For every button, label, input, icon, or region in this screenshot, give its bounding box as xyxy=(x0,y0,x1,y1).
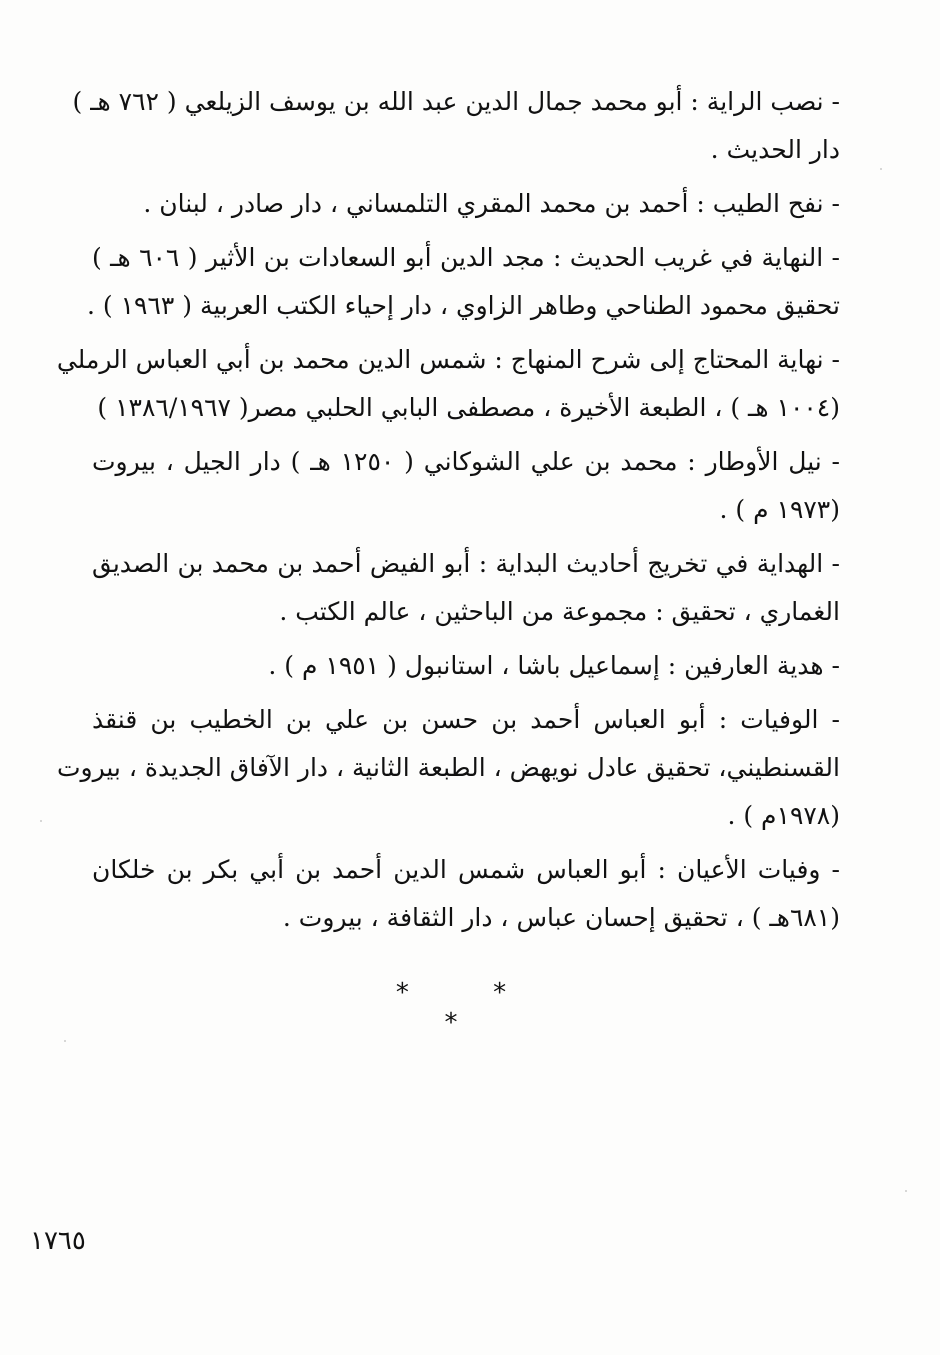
entry-line: - نهاية المحتاج إلى شرح المنهاج : شمس الدين محمد بن أبي العباس الرملي xyxy=(56,345,840,374)
entry-line: القسنطيني، تحقيق عادل نويهض ، الطبعة الثانية ، دار الآفاق الجديدة ، بيروت xyxy=(56,753,840,782)
scan-speck xyxy=(64,1040,66,1042)
scan-speck xyxy=(905,1190,907,1192)
bibliography-entry-hadiyyat-al-arifin xyxy=(92,642,840,690)
bibliography-entry-al-wafayat xyxy=(56,696,840,840)
entry-line: (١٠٠٤ هـ ) ، الطبعة الأخيرة ، مصطفى البابي الحلبي مصر( ١٣٨٦/١٩٦٧ ) xyxy=(97,393,840,422)
bibliography-entry-wafayat-al-ayan xyxy=(92,846,840,942)
entry-line: - وفيات الأعيان : أبو العباس شمس الدين أحمد بن أبي بكر بن خلكان xyxy=(92,855,840,884)
entry-line: - الوفيات : أبو العباس أحمد بن حسن بن علي بن الخطيب بن قنقذ xyxy=(92,705,840,734)
bibliography-entry-nasb-al-raya xyxy=(72,78,840,174)
entry-line: (٦٨١هـ ) ، تحقيق إحسان عباس ، دار الثقافة ، بيروت . xyxy=(282,903,840,932)
entry-line: - نفح الطيب : أحمد بن محمد المقري التلمساني ، دار صادر ، لبنان . xyxy=(143,189,840,218)
entry-line: الغماري ، تحقيق : مجموعة من الباحثين ، عالم الكتب . xyxy=(279,597,840,626)
entry-line: (١٩٧٣ م ) . xyxy=(719,495,840,524)
entry-line: - الهداية في تخريج أحاديث البداية : أبو الفيض أحمد بن محمد بن الصديق xyxy=(92,549,840,578)
bibliography-list xyxy=(56,78,841,948)
page-number: ١٧٦٥ xyxy=(30,1226,86,1256)
entry-line: (١٩٧٨م ) . xyxy=(727,801,840,830)
bibliography-entry-al-nihaya xyxy=(87,234,841,330)
entry-line: - نصب الراية : أبو محمد جمال الدين عبد الله بن يوسف الزيلعي ( ٧٦٢ هـ ) xyxy=(72,87,840,116)
entry-line: - النهاية في غريب الحديث : مجد الدين أبو السعادات بن الأثير ( ٦٠٦ هـ ) xyxy=(92,243,841,272)
bibliography-entry-nayl-al-awtar xyxy=(92,438,840,534)
entry-line: - نيل الأوطار : محمد بن علي الشوكاني ( ١٢٥٠ هـ ) دار الجيل ، بيروت xyxy=(92,447,840,476)
scan-speck xyxy=(880,168,882,170)
entry-line: تحقيق محمود الطناحي وطاهر الزاوي ، دار إحياء الكتب العربية ( ١٩٦٣ ) . xyxy=(87,291,840,320)
section-separator: * * * xyxy=(395,978,545,1038)
bibliography-entry-nihayat-al-muhtaj xyxy=(56,336,840,432)
bibliography-entry-al-hidaya xyxy=(92,540,840,636)
bibliography-entry-nafh-al-tib xyxy=(92,180,840,228)
scan-speck xyxy=(40,820,42,822)
entry-line: دار الحديث . xyxy=(710,135,840,164)
entry-line: - هدية العارفين : إسماعيل باشا ، استانبول ( ١٩٥١ م ) . xyxy=(268,651,840,680)
